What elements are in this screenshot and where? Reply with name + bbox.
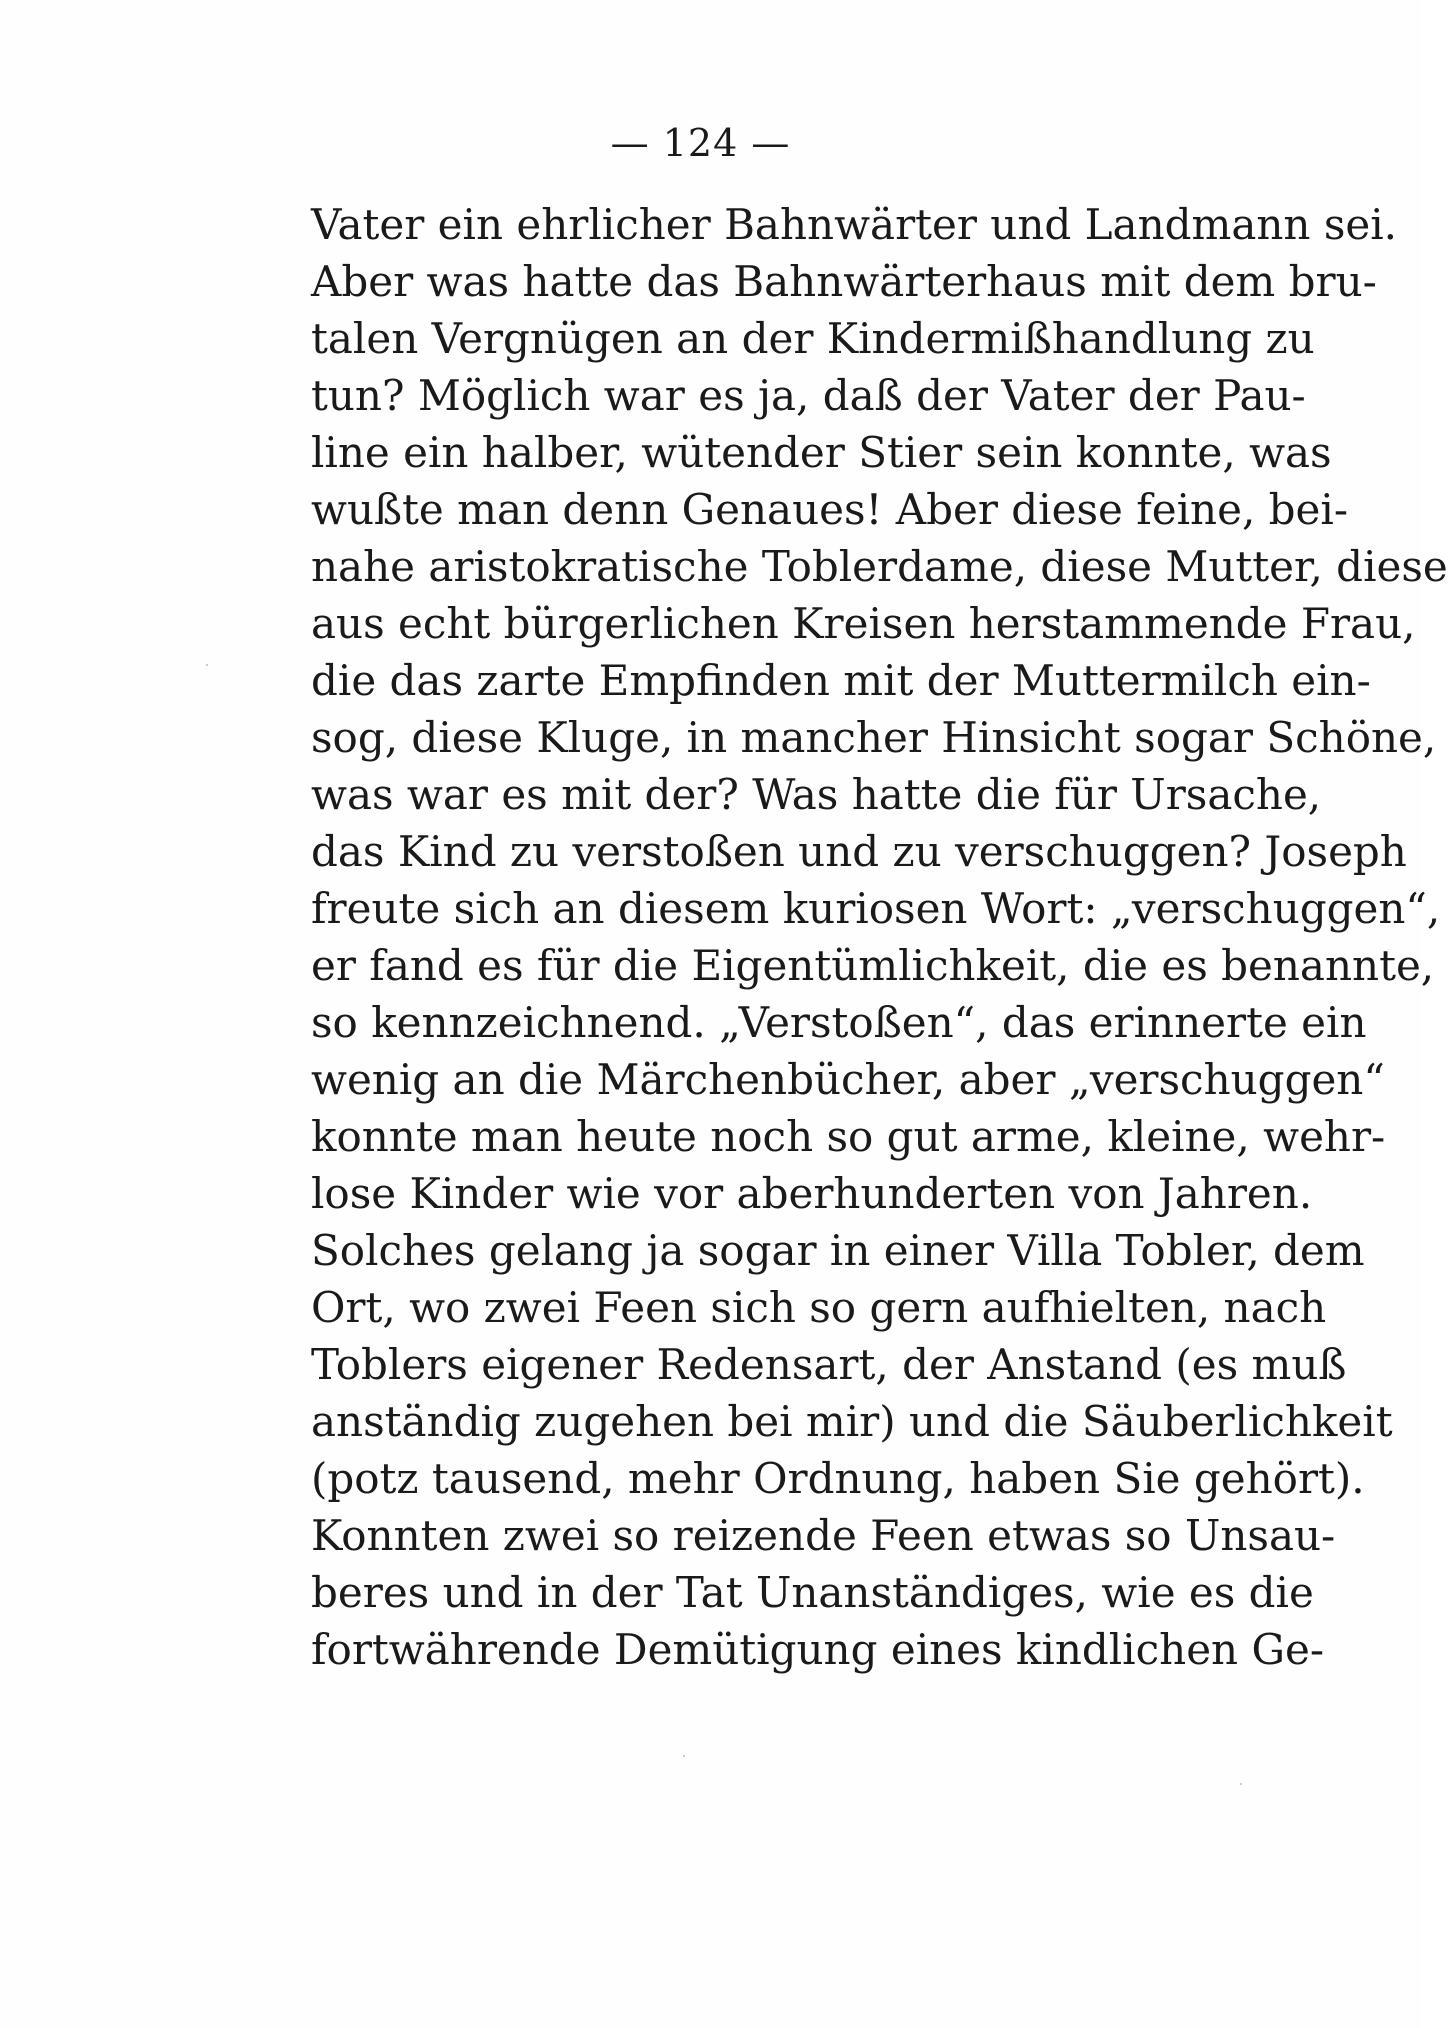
text-line: die das zarte Empfinden mit der Muttermilch ein- <box>311 656 1371 705</box>
text-line: Ort, wo zwei Feen sich so gern aufhielten, nach <box>311 1283 1327 1332</box>
text-line: line ein halber, wütender Stier sein konnte, was <box>311 428 1332 477</box>
text-line: wußte man denn Genaues! Aber diese feine, bei- <box>311 485 1349 534</box>
body-text <box>311 196 1448 1678</box>
text-line: sog, diese Kluge, in mancher Hinsicht sogar Schöne, <box>311 713 1437 762</box>
paper-speck <box>1240 1783 1242 1785</box>
text-line: Vater ein ehrlicher Bahnwärter und Landmann sei. <box>311 200 1398 249</box>
text-line: (potz tausend, mehr Ordnung, haben Sie gehört). <box>311 1454 1365 1503</box>
text-line: er fand es für die Eigentümlichkeit, die es benannte, <box>311 941 1435 990</box>
paper-speck <box>683 1755 685 1757</box>
text-line: Toblers eigener Redensart, der Anstand (es muß <box>311 1340 1347 1389</box>
text-line: beres und in der Tat Unanständiges, wie es die <box>311 1568 1314 1617</box>
text-line: tun? Möglich war es ja, daß der Vater der Pau- <box>311 371 1306 420</box>
text-line: so kennzeichnend. „Verstoßen“, das erinnerte ein <box>311 998 1367 1047</box>
paper-speck <box>206 664 208 666</box>
page-number: — 124 — <box>610 121 791 165</box>
text-line: talen Vergnügen an der Kindermißhandlung zu <box>311 314 1315 363</box>
text-line: konnte man heute noch so gut arme, kleine, wehr- <box>311 1112 1386 1161</box>
text-line: Konnten zwei so reizende Feen etwas so Unsau- <box>311 1511 1336 1560</box>
text-line: lose Kinder wie vor aberhunderten von Jahren. <box>311 1169 1313 1218</box>
text-line: Aber was hatte das Bahnwärterhaus mit dem bru- <box>311 257 1377 306</box>
text-line: nahe aristokratische Toblerdame, diese Mutter, diese <box>311 542 1448 591</box>
text-line: fortwährende Demütigung eines kindlichen Ge- <box>311 1625 1325 1674</box>
text-line: anständig zugehen bei mir) und die Säuberlichkeit <box>311 1397 1393 1446</box>
text-line: Solches gelang ja sogar in einer Villa Tobler, dem <box>311 1226 1365 1275</box>
text-line: was war es mit der? Was hatte die für Ursache, <box>311 770 1322 819</box>
text-line: freute sich an diesem kuriosen Wort: „verschuggen“, <box>311 884 1441 933</box>
text-line: aus echt bürgerlichen Kreisen herstammende Frau, <box>311 599 1416 648</box>
text-line: das Kind zu verstoßen und zu verschuggen? Joseph <box>311 827 1407 876</box>
text-line: wenig an die Märchenbücher, aber „verschuggen“ <box>311 1055 1385 1104</box>
